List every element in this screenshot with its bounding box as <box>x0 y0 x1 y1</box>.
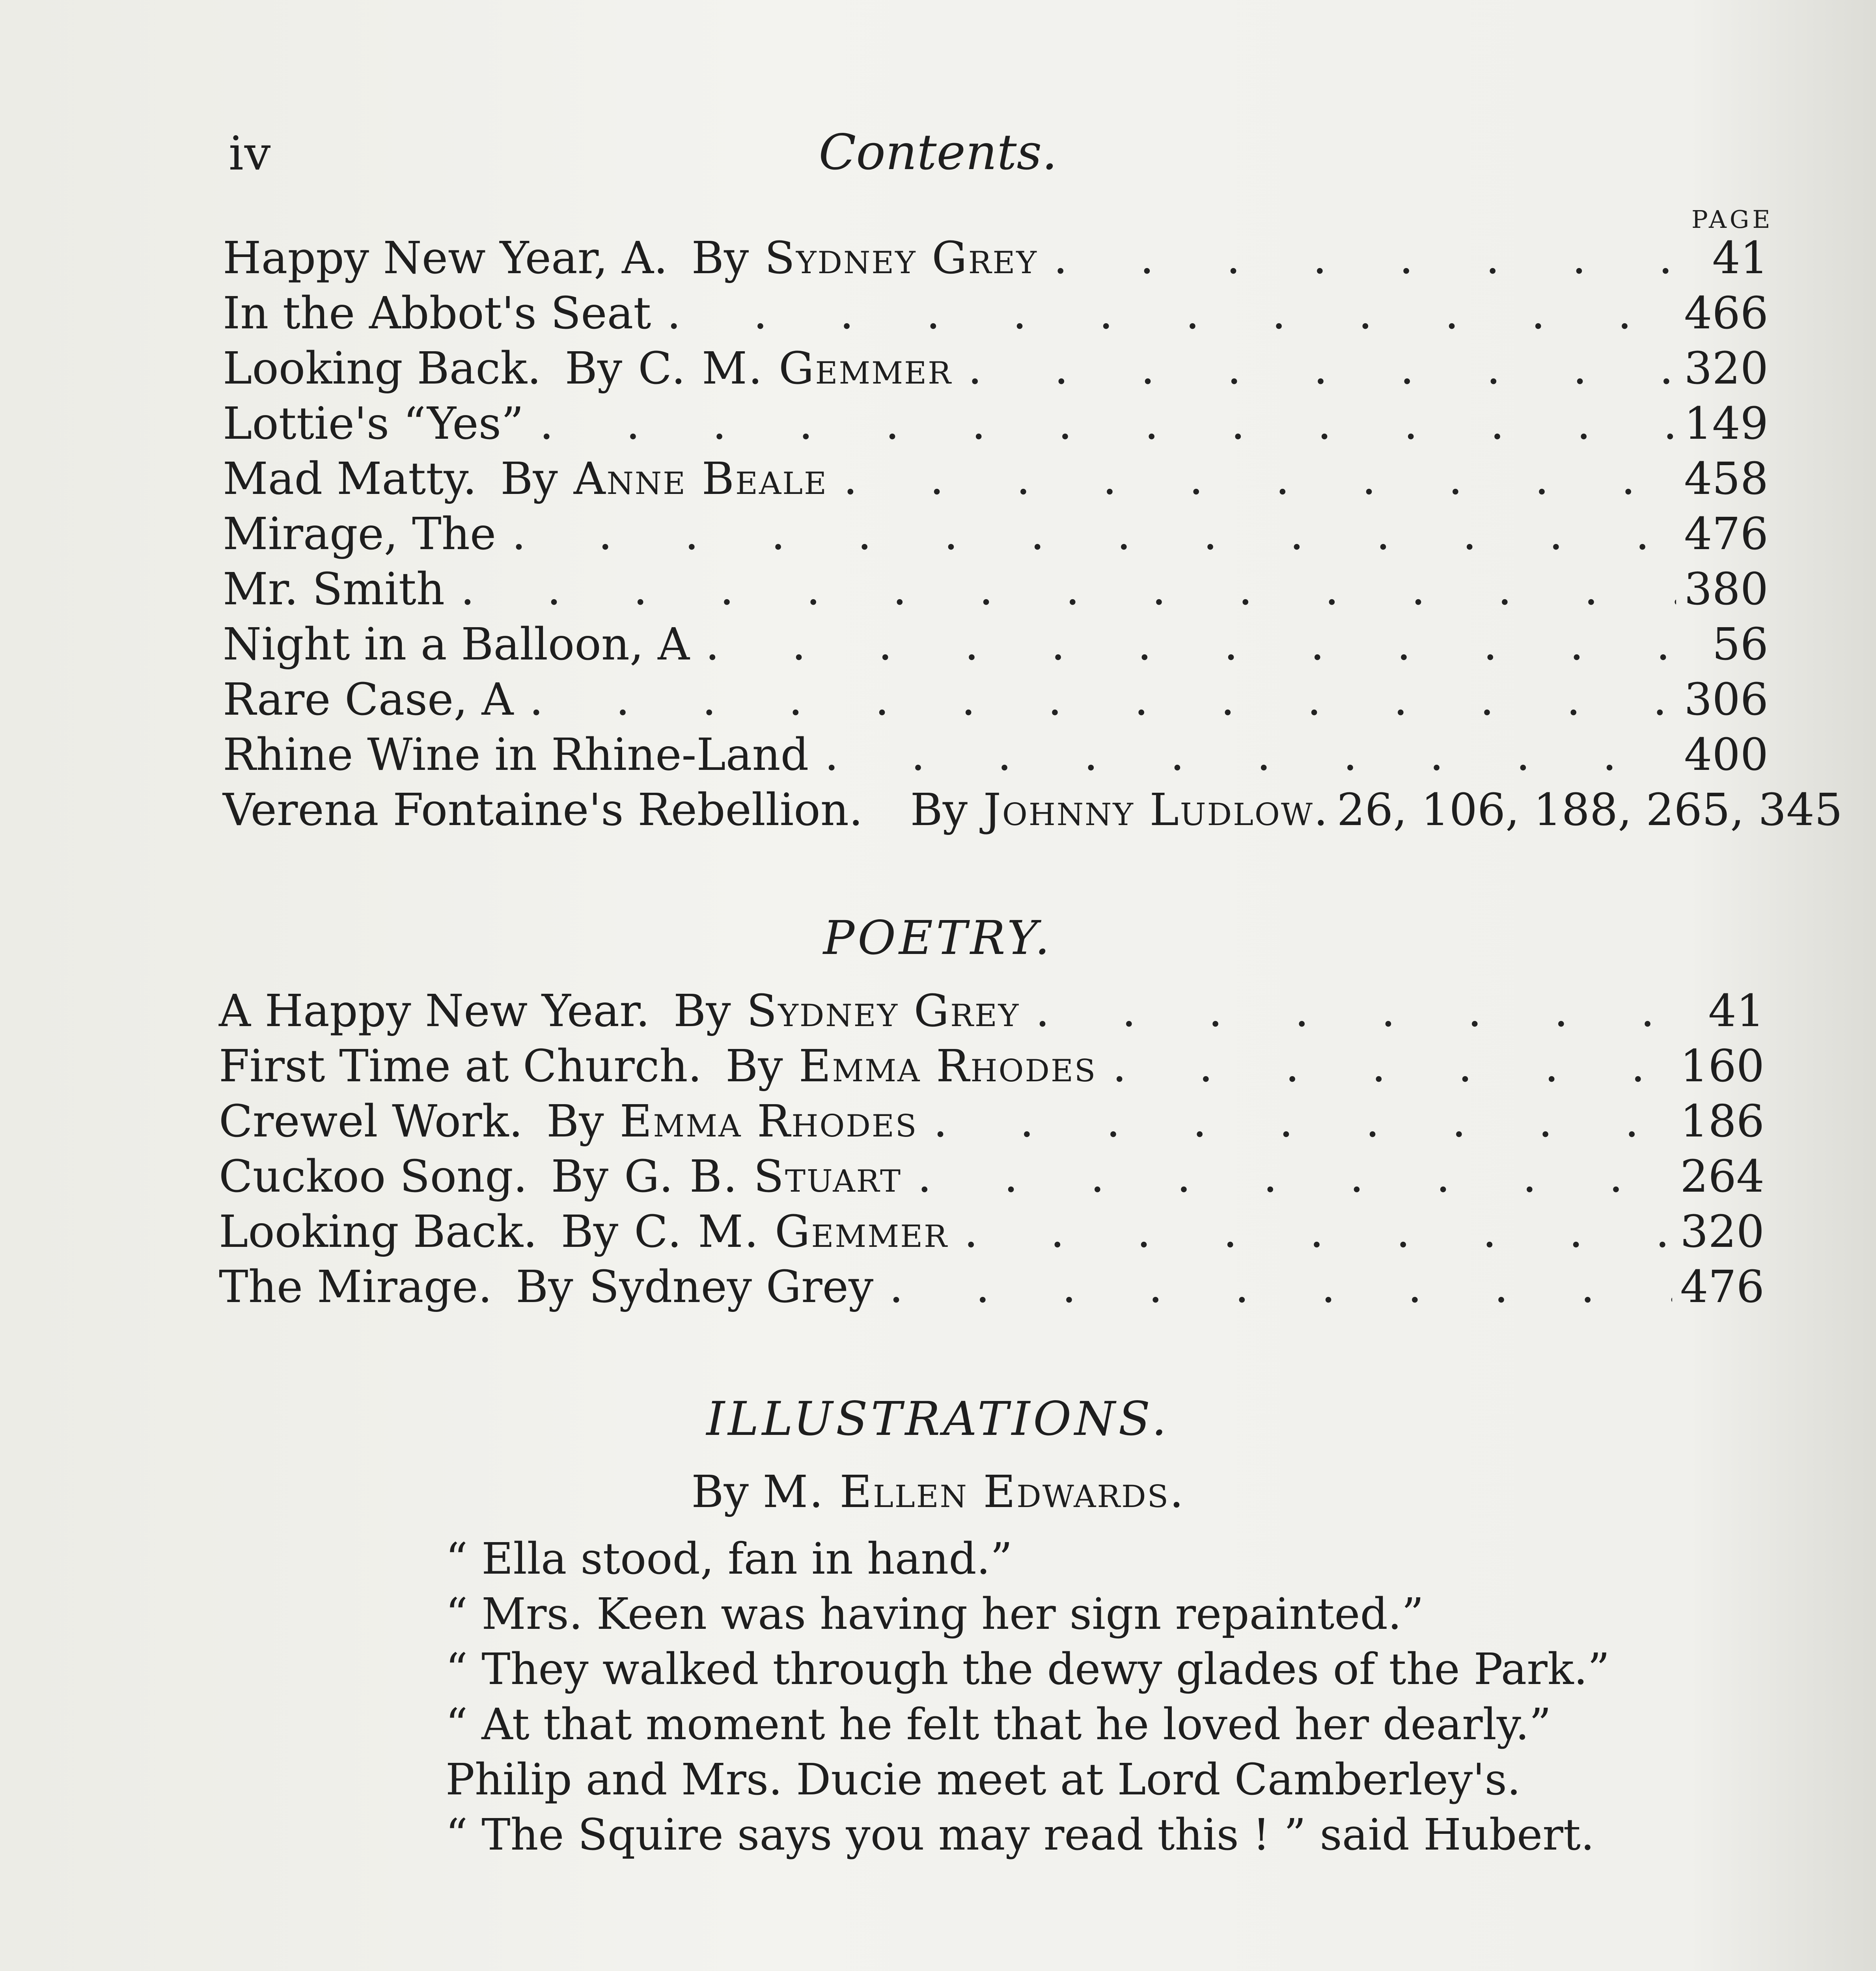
byline-author: M. Ellen Edwards. <box>763 1466 1185 1518</box>
entry-title: The Mirage. <box>219 1261 492 1313</box>
entry-author: Sydney Grey <box>589 1261 874 1313</box>
illustration-caption: “ Ella stood, fan in hand.” <box>446 1533 1013 1584</box>
entry-title: A Happy New Year. <box>219 986 650 1037</box>
dot-leader <box>513 674 1676 725</box>
entry-page: 320 <box>1684 343 1768 394</box>
toc-entry <box>223 453 1768 509</box>
entry-page: 400 <box>1684 729 1768 781</box>
dot-leader <box>690 619 1704 670</box>
entry-title: Looking Back. <box>223 343 541 394</box>
toc-entry <box>223 674 1768 729</box>
illustration-caption: “ Mrs. Keen was having her sign repainted.” <box>446 1589 1424 1639</box>
illustration-caption: “ They walked through the dewy glades of the Park.” <box>446 1644 1610 1694</box>
entry-title: Cuckoo Song. <box>219 1151 528 1202</box>
dot-leader <box>902 1151 1672 1202</box>
toc-entry <box>219 1096 1764 1151</box>
entry-by: By <box>565 343 623 394</box>
toc-entry <box>223 233 1768 288</box>
dot-leader <box>1020 986 1700 1037</box>
entry-title: Crewel Work. <box>219 1096 523 1147</box>
page-column-label: PAGE <box>1691 205 1773 234</box>
entry-title: Looking Back. <box>219 1206 537 1257</box>
entry-by: By <box>516 1261 573 1313</box>
dot-leader <box>1038 233 1704 284</box>
toc-entry <box>219 986 1764 1041</box>
dot-leader <box>948 1206 1672 1257</box>
entry-page: 476 <box>1680 1261 1764 1313</box>
entry-title: First Time at Church. <box>219 1041 702 1092</box>
illustrations-byline <box>0 1466 1876 1518</box>
dot-leader <box>524 398 1676 449</box>
dot-leader <box>873 1261 1672 1313</box>
entry-author: C. M. Gemmer <box>638 343 952 394</box>
toc-entry <box>223 398 1768 453</box>
entry-by: By <box>910 784 968 836</box>
entry-title: Lottie's “Yes” <box>223 398 524 449</box>
entry-by: By <box>546 1096 604 1147</box>
entry-page: 41 <box>1708 986 1764 1037</box>
entry-author: G. B. Stuart <box>624 1151 902 1202</box>
byline-by: By <box>691 1466 749 1518</box>
entry-author: Emma Rhodes <box>798 1041 1097 1092</box>
toc-entry <box>223 288 1768 343</box>
entry-page: 458 <box>1684 453 1768 505</box>
toc-entry <box>223 343 1768 398</box>
illustration-caption: Philip and Mrs. Ducie meet at Lord Camberley's. <box>446 1754 1521 1805</box>
dot-leader <box>1097 1041 1672 1092</box>
entry-title: Mr. Smith <box>223 564 445 615</box>
entry-title: Mad Matty. <box>223 453 477 505</box>
entry-page: 160 <box>1680 1041 1764 1092</box>
toc-entry <box>219 1261 1764 1317</box>
entry-page: 41 <box>1712 233 1768 284</box>
toc-entry <box>219 1206 1764 1261</box>
entry-by: By <box>500 453 558 505</box>
dot-leader <box>809 729 1676 781</box>
entry-author: Sydney Grey <box>765 233 1038 284</box>
toc-entry <box>223 729 1768 784</box>
toc-entry <box>223 564 1768 619</box>
toc-entry <box>219 1041 1764 1096</box>
entry-author: Anne Beale <box>573 453 828 505</box>
entry-title: Rhine Wine in Rhine-Land <box>223 729 809 781</box>
entry-title: Rare Case, A <box>223 674 514 725</box>
entry-by: By <box>561 1206 619 1257</box>
dot-leader <box>445 564 1676 615</box>
toc-entry <box>223 509 1768 564</box>
entry-by: By <box>691 233 749 284</box>
illustration-caption: “ At that moment he felt that he loved her dearly.” <box>446 1699 1552 1749</box>
entry-title: In the Abbot's Seat <box>223 288 651 339</box>
entry-page: 149 <box>1684 398 1768 449</box>
entry-page: 306 <box>1684 674 1768 725</box>
entry-title: Night in a Balloon, A <box>223 619 690 670</box>
toc-entry <box>219 1151 1764 1206</box>
entry-page: 466 <box>1684 288 1768 339</box>
entry-by: By <box>725 1041 783 1092</box>
entry-title: Happy New Year, A. <box>223 233 668 284</box>
entry-title: Verena Fontaine's Rebellion. <box>223 784 863 836</box>
illustrations-heading: ILLUSTRATIONS. <box>706 1392 1170 1446</box>
dot-leader <box>952 343 1676 394</box>
dot-leader <box>828 453 1676 505</box>
entry-page: 186 <box>1680 1096 1764 1147</box>
entry-page: 56 <box>1712 619 1768 670</box>
entry-page: 320 <box>1680 1206 1764 1257</box>
entry-title: Mirage, The <box>223 509 496 560</box>
dot-leader <box>917 1096 1672 1147</box>
entry-page: 264 <box>1680 1151 1764 1202</box>
dot-leader <box>651 288 1676 339</box>
entry-author: Johnny Ludlow. <box>983 784 1329 836</box>
entry-author: C. M. Gemmer <box>634 1206 948 1257</box>
entry-by: By <box>551 1151 609 1202</box>
entry-page: 380 <box>1684 564 1768 615</box>
illustration-caption: “ The Squire says you may read this ! ” said Hubert. <box>446 1809 1594 1860</box>
entry-page: 476 <box>1684 509 1768 560</box>
poetry-heading: POETRY. <box>823 911 1053 965</box>
entry-page: 26, 106, 188, 265, 345 <box>1337 784 1843 836</box>
page-number: iv <box>229 126 272 181</box>
dot-leader <box>496 509 1676 560</box>
entry-by: By <box>673 986 731 1037</box>
entry-author: Sydney Grey <box>746 986 1020 1037</box>
entry-author: Emma Rhodes <box>619 1096 918 1147</box>
toc-entry <box>223 619 1768 674</box>
toc-entry <box>223 784 1843 840</box>
page-title: Contents. <box>819 124 1057 181</box>
